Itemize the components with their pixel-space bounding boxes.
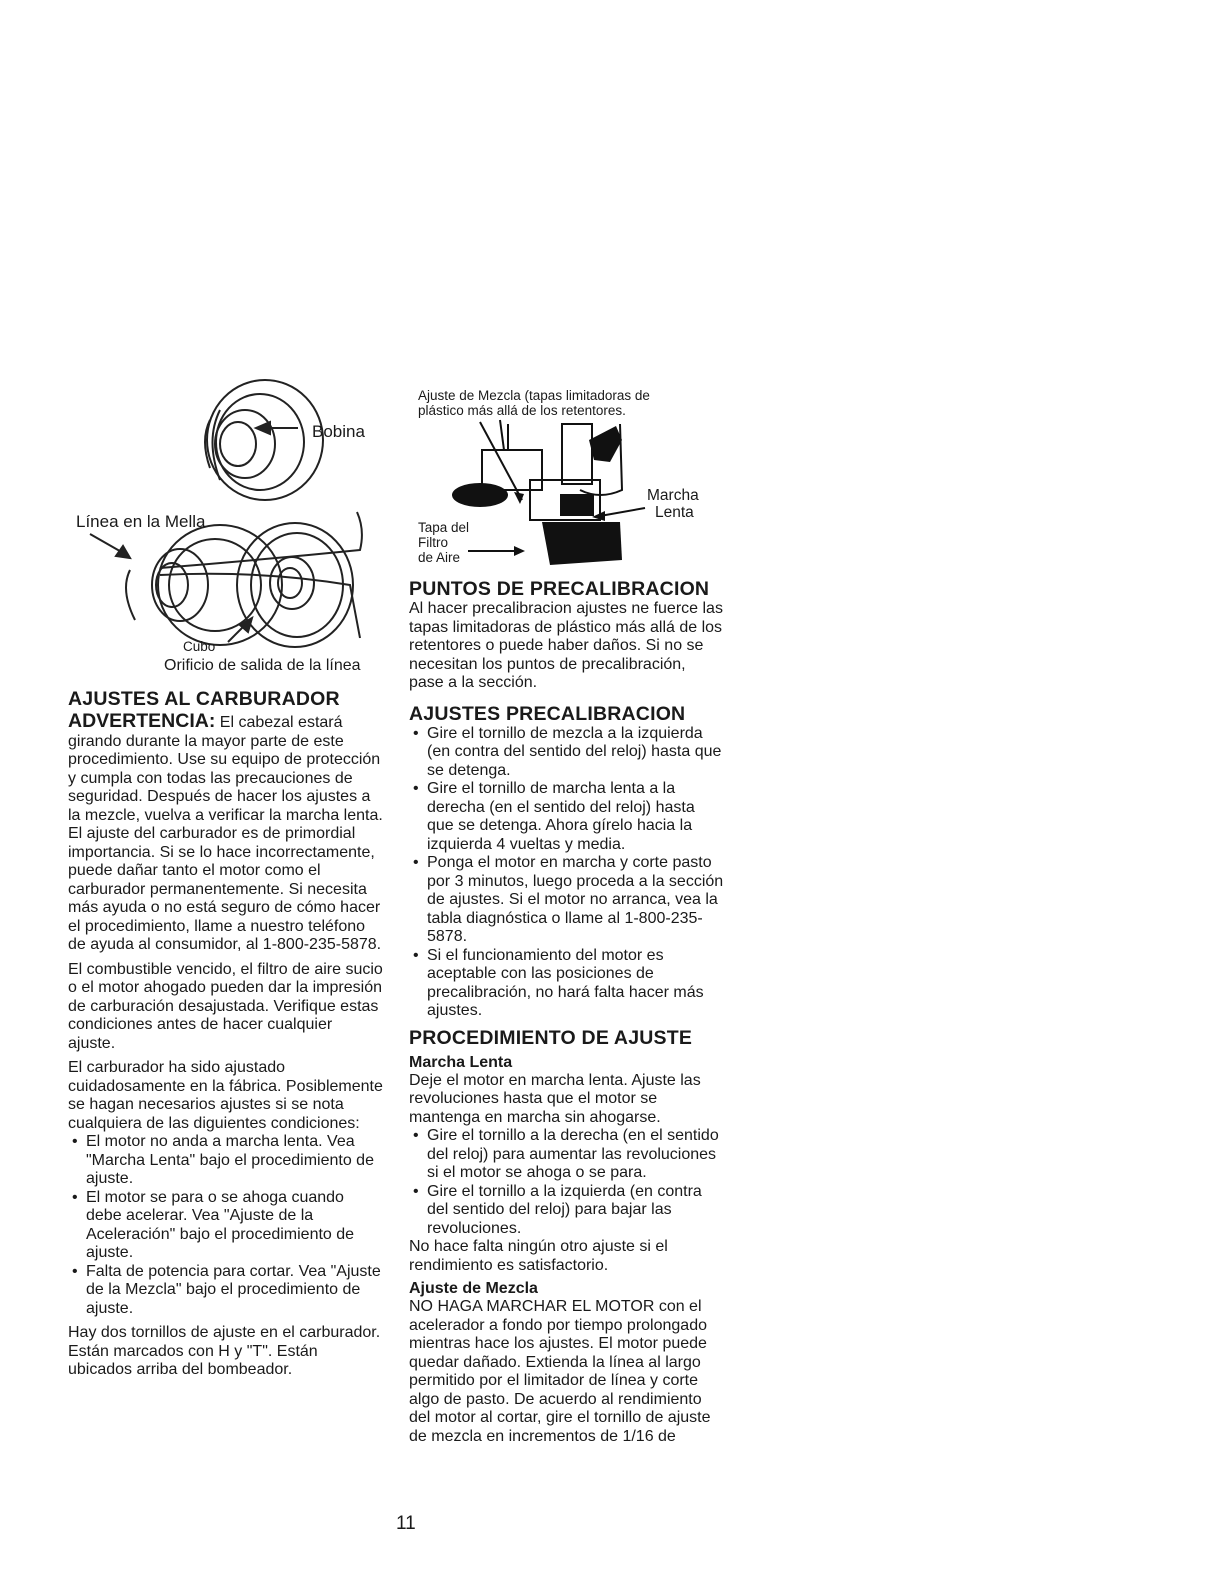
subheading-marcha-lenta: Marcha Lenta: [409, 1053, 513, 1071]
right-column: [409, 578, 724, 1446]
paragraph-combustible: El combustible vencido, el filtro de aire sucio o el motor ahogado pueden dar la impresión de carburación desajustada. Verifique estas condiciones antes de hacer cualquier ajuste.: [68, 960, 383, 1052]
heading-procedimiento: PROCEDIMIENTO DE AJUSTE: [409, 1026, 693, 1049]
label-lenta: Lenta: [655, 504, 694, 521]
heading-ajustes-carburador: AJUSTES AL CARBURADOR: [68, 688, 340, 710]
precalibration-list: [409, 725, 724, 1021]
list-item: • Gire el tornillo a la derecha (en el sentido del reloj) para aumentar las revoluciones si el motor se ahoga o se para.: [409, 1127, 724, 1183]
list-item: • Gire el tornillo de mezcla a la izquierda (en contra del sentido del reloj) hasta que se detenga.: [409, 725, 724, 781]
list-item: • Gire el tornillo de marcha lenta a la derecha (en el sentido del reloj) hasta que se detenga. Ahora gírelo hacia la izquierda 4 vueltas y media.: [409, 780, 724, 854]
label-cubo: Cubo: [183, 639, 216, 654]
label-orificio: Orificio de salida de la línea: [164, 658, 361, 674]
list-item: • El motor no anda a marcha lenta. Vea "Marcha Lenta" bajo el procedimiento de ajuste.: [68, 1133, 383, 1189]
label-marcha: Marcha: [647, 487, 699, 504]
heading-puntos-precalibracion: PUNTOS DE PRECALIBRACION: [409, 578, 710, 600]
paragraph-marcha-lenta: Deje el motor en marcha lenta. Ajuste las revoluciones hasta que el motor se mantenga en marcha sin ahogarse.: [409, 1071, 701, 1126]
subheading-ajuste-mezcla: Ajuste de Mezcla: [409, 1280, 538, 1297]
warning-text: El cabezal estará girando durante la mayor parte de este procedimiento. Use su equipo de protección y cumpla con todas las precauciones de seguridad. Después de hacer los ajustes a la mezcle, vuelva a verificar la marcha lenta.: [68, 714, 383, 824]
list-item: • Falta de potencia para cortar. Vea "Ajuste de la Mezcla" bajo el procedimiento de ajuste.: [68, 1263, 383, 1319]
page-number: 11: [396, 1513, 416, 1534]
label-filtro: Filtro: [418, 535, 448, 550]
paragraph-fabrica: El carburador ha sido ajustado cuidadosamente en la fábrica. Posiblemente se hagan necesarios ajustes si se nota cualquiera de las diguientes condiciones:: [68, 1059, 383, 1132]
heading-ajustes-precalibracion: AJUSTES PRECALIBRACION: [409, 702, 686, 725]
label-tapa-del: Tapa del: [418, 520, 470, 535]
list-item: • El motor se para o se ahoga cuando debe acelerar. Vea "Ajuste de la Aceleración" bajo el procedimiento de ajuste.: [68, 1189, 383, 1263]
warning-label: ADVERTENCIA:: [68, 710, 216, 732]
paragraph-importancia: El ajuste del carburador es de primordial importancia. Si se lo hace incorrectamente, puede dañar tanto el motor como el carburador permanentemente. Si necesita más ayuda o no está seguro de cómo hacer el procedimiento, llame a nuestro teléfono de ayuda al consumidor, al 1-800-235-5878.: [68, 825, 382, 953]
marcha-lenta-list: [409, 1127, 724, 1238]
conditions-list: [68, 1133, 383, 1318]
list-item: • Si el funcionamiento del motor es aceptable con las posiciones de precalibración, no hará falta hacer más ajustes.: [409, 947, 724, 1021]
paragraph-satisfactorio: No hace falta ningún otro ajuste si el rendimiento es satisfactorio.: [409, 1238, 668, 1274]
figure-caption-line-1: Ajuste de Mezcla (tapas limitadoras de: [418, 388, 650, 403]
label-bobina: Bobina: [312, 422, 365, 441]
paragraph-ajuste-mezcla: NO HAGA MARCHAR EL MOTOR con el acelerador a fondo por tiempo prolongado mientras hace los ajustes. El motor puede quedar dañado. Extienda la línea al largo permitido por el limitador de línea y corte algo de pasto. De acuerdo al rendimiento del motor al cortar, gire el tornillo de ajuste de mezcla en incrementos de 1/16 de: [409, 1298, 711, 1445]
label-de-aire: de Aire: [418, 550, 461, 565]
label-linea-en-la-mella: Línea en la Mella: [76, 512, 206, 531]
paragraph-puntos: Al hacer precalibracion ajustes ne fuerce las tapas limitadoras de plástico más allá de los retentores o puede haber daños. Si no se necesitan los puntos de precalibración, pase a la sección.: [409, 600, 723, 691]
paragraph-tornillos: Hay dos tornillos de ajuste en el carburador. Están marcados con H y "T". Están ubicados arriba del bombeador.: [68, 1324, 381, 1378]
list-item: • Ponga el motor en marcha y corte pasto por 3 minutos, luego proceda a la sección de ajustes. Si el motor no arranca, vea la tabla diagnóstica o llame al 1-800-235-5878.: [409, 854, 724, 947]
list-item: • Gire el tornillo a la izquierda (en contra del sentido del reloj) para bajar las revoluciones.: [409, 1183, 724, 1239]
warning-paragraph: [68, 712, 383, 825]
left-column: [68, 688, 383, 1380]
figure-caption-line-2: plástico más allá de los retentores.: [418, 403, 626, 418]
